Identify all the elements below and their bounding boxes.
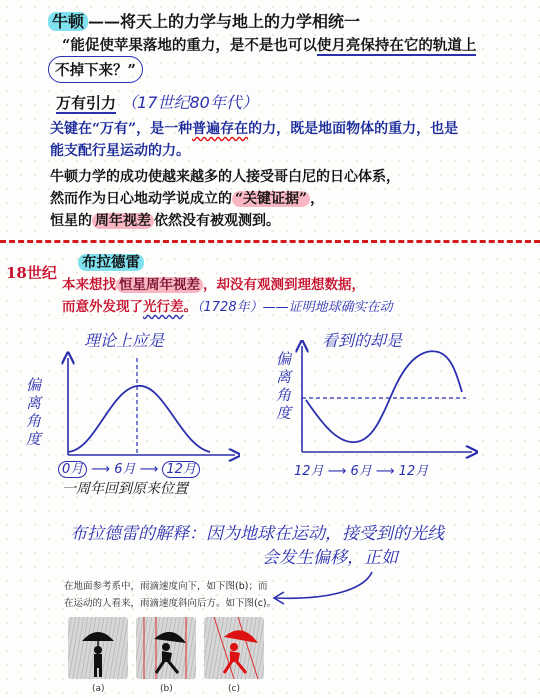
quote-part-a: “能促使苹果落地的重力，是不是也可以 (62, 37, 317, 54)
explanation (70, 522, 444, 570)
century-label: 18世纪 (6, 264, 57, 282)
newton-line2-c: ， (310, 191, 325, 207)
gravitation-para (50, 118, 458, 162)
grav-line2: 能支配行星运动的力。 (50, 143, 190, 159)
theory-x-start: 0月 (58, 461, 87, 478)
bradley-line2-b: 光行差 (143, 299, 184, 315)
observed-x-mid: 6月 (350, 464, 372, 479)
theory-x-labels (58, 458, 200, 477)
observed-arrow-1: ⟶ (327, 464, 351, 479)
newton-para (50, 166, 400, 232)
newton-line3-a: 恒星的 (50, 213, 92, 229)
rain-text (64, 578, 276, 612)
newton-name: 牛顿 (48, 12, 88, 31)
gravitation-note: （17世纪80年代） (121, 93, 258, 112)
newton-line3-c: 依然没有被观测到。 (154, 213, 280, 229)
observed-curve (306, 351, 462, 442)
quote-line-2: 不掉下来？” (48, 56, 143, 83)
rain-label-c: (c) (228, 684, 240, 694)
explanation-line1: 布拉德雷的解释：因为地球在运动，接受到的光线 (70, 524, 444, 544)
bradley-note: （1728年）——证明地球确实在动 (197, 300, 393, 315)
grav-line1-a: 关键在“万有”，是一种 (50, 121, 193, 137)
section-title (48, 9, 360, 32)
running-person-umbrella-icon (136, 617, 196, 679)
bradley-line2-c: 。 (183, 299, 197, 315)
rain-label-a: (a) (92, 684, 105, 694)
observed-x-end: 12月 (398, 464, 429, 479)
quote-part-b: 使月亮保持在它的轨道上 (316, 37, 477, 54)
theory-x-mid: 6月 (114, 462, 136, 477)
observed-x-start: 12月 (294, 464, 324, 479)
rain-line2: 在运动的人看来，雨滴速度斜向后方。如下图(c)。 (64, 598, 277, 609)
section-divider (0, 240, 540, 243)
observed-x-labels (294, 460, 428, 479)
newton-line1: 牛顿力学的成功使越来越多的人接受哥白尼的日心体系， (50, 169, 400, 185)
theory-arrow-2: ⟶ (139, 462, 163, 477)
observed-graph (288, 340, 478, 462)
theory-arrow-1: ⟶ (91, 462, 115, 477)
bradley-line1-c: ，却没有观测到理想数据， (203, 277, 365, 293)
explanation-line2: 会发生偏移，正如 (262, 548, 398, 568)
bradley-line1-b: 恒星周年视差 (116, 277, 203, 293)
rain-line1: 在地面参考系中，雨滴速度向下，如下图(b)；而 (64, 581, 268, 592)
rain-label-b: (b) (160, 684, 173, 694)
gravitation-term-row (56, 90, 258, 113)
observed-ylabel: 偏离角度 (276, 350, 292, 422)
explanation-arrow (268, 568, 378, 608)
observed-caption: 看到的却是 (322, 331, 403, 350)
rain-photo-b (136, 617, 196, 679)
title-rest: ——将天上的力学与地上的力学相统一 (88, 12, 361, 31)
rain-photo-a (68, 617, 128, 679)
newton-line3-b: 周年视差 (92, 213, 154, 229)
theory-caption: 理论上应是 (84, 331, 165, 350)
grav-line1-b: 普遍存在 (192, 121, 249, 137)
theory-graph (40, 350, 240, 465)
theory-x-end: 12月 (162, 461, 200, 478)
bradley-name-wrap (78, 251, 144, 272)
running-person-red-umbrella-icon (204, 617, 264, 679)
newton-line2-a: 然而作为日心地动学说成立的 (50, 191, 232, 207)
newton-line2-b: “关键证据” (232, 191, 310, 207)
rain-photo-c (204, 617, 264, 679)
theory-ylabel: 偏离角度 (26, 376, 42, 448)
observed-arrow-2: ⟶ (375, 464, 399, 479)
bradley-name: 布拉德雷 (78, 254, 144, 271)
gravitation-term: 万有引力 (56, 94, 117, 112)
grav-line1-c: 的力，既是地面物体的重力，也是 (248, 121, 459, 137)
bradley-para (62, 274, 393, 319)
standing-person-umbrella-icon (68, 617, 128, 679)
theory-curve (68, 386, 210, 452)
quote-line-1 (62, 34, 476, 55)
bradley-line1-a: 本来想找 (62, 277, 116, 293)
bradley-line2-a: 而意外发现了 (62, 299, 143, 315)
theory-note: 一周年回到原来位置 (62, 481, 188, 497)
